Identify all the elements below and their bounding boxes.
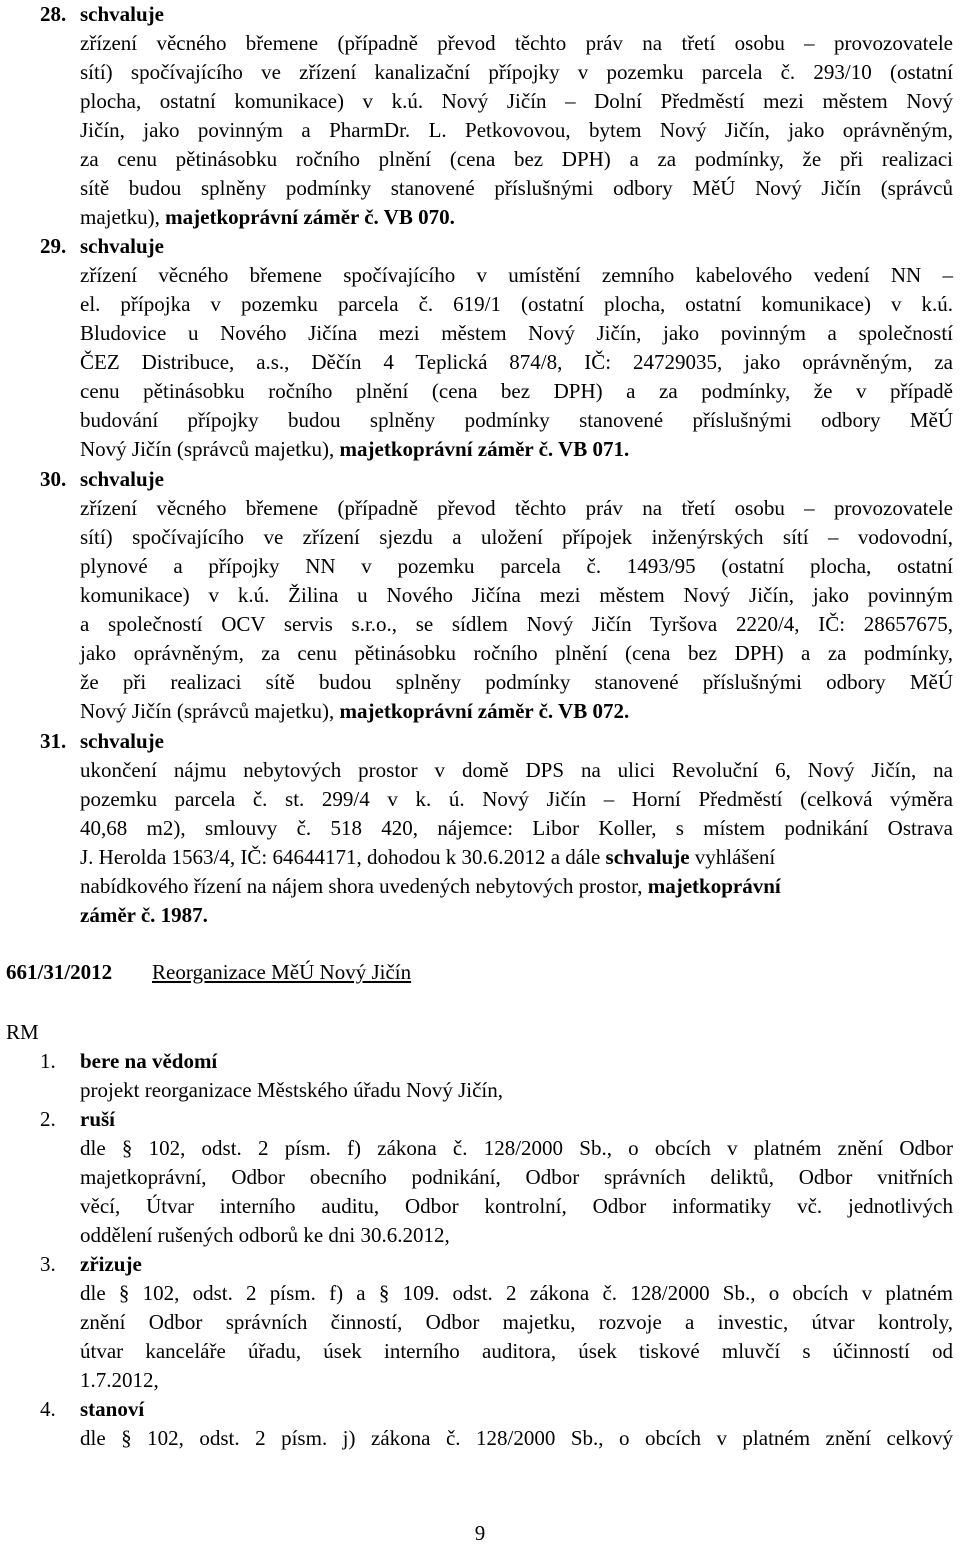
subitem-body bbox=[80, 1076, 953, 1105]
item-heading: schvaluje bbox=[80, 729, 164, 753]
text-line: Bludovice u Nového Jičína mezi městem Nový Jičín, jako povinným a společností bbox=[80, 321, 953, 345]
item-body bbox=[80, 29, 953, 232]
text-line: že při realizaci sítě budou splněny podmínky stanovené příslušnými odbory MěÚ bbox=[80, 670, 953, 694]
text-line: Nový Jičín (správců majetku), bbox=[80, 437, 335, 461]
text-line: Nový Jičín (správců majetku), bbox=[80, 699, 335, 723]
text-line bbox=[80, 872, 953, 901]
text-line: zřízení věcného břemene spočívajícího v umístění zemního kabelového vedení NN – bbox=[80, 263, 953, 287]
body-label: RM bbox=[6, 1020, 39, 1044]
text-line: 40,68 m2), smlouvy č. 518 420, nájemce: Libor Koller, s místem podnikání Ostrava bbox=[80, 816, 953, 840]
text-line: komunikace) v k.ú. Žilina u Nového Jičína mezi městem Nový Jičín, jako povinným bbox=[80, 583, 953, 607]
bold-tail: majetkoprávní záměr č. VB 072. bbox=[339, 699, 630, 723]
item-heading: schvaluje bbox=[80, 234, 164, 258]
item-heading: schvaluje bbox=[80, 2, 164, 26]
bold-tail: majetkoprávní záměr č. VB 070. bbox=[165, 205, 455, 229]
text-line bbox=[80, 843, 953, 872]
text-fragment: nabídkového řízení na nájem shora uvedených nebytových prostor, bbox=[80, 874, 643, 898]
text-line: jako oprávněným, za cenu pětinásobku ročního plnění (cena bez DPH) a za podmínky, bbox=[80, 641, 953, 665]
item-number: 31. bbox=[40, 729, 67, 753]
item-heading: schvaluje bbox=[80, 467, 164, 491]
text-line: znění Odbor správních činností, Odbor majetku, rozvoje a investic, útvar kontroly, bbox=[80, 1310, 953, 1334]
text-line: sítě budou splněny podmínky stanovené příslušnými odbory MěÚ Nový Jičín (správců bbox=[80, 176, 953, 200]
text-line: dle § 102, odst. 2 písm. f) zákona č. 128/2000 Sb., o obcích v platném znění Odbor bbox=[80, 1136, 953, 1160]
bold-tail: majetkoprávní záměr č. VB 071. bbox=[339, 437, 630, 461]
item-number: 28. bbox=[40, 2, 67, 26]
text-line: Jičín, jako povinným a PharmDr. L. Petkovovou, bytem Nový Jičín, jako oprávněným, bbox=[80, 118, 953, 142]
text-line: ČEZ Distribuce, a.s., Děčín 4 Teplická 874/8, IČ: 24729035, jako oprávněným, za bbox=[80, 350, 953, 374]
bold-fragment: majetkoprávní bbox=[647, 874, 781, 898]
subitem-heading: zřizuje bbox=[80, 1252, 142, 1276]
text-line: projekt reorganizace Městského úřadu Nový Jičín, bbox=[80, 1078, 503, 1102]
subitem-heading: ruší bbox=[80, 1107, 116, 1131]
subitem-heading: bere na vědomí bbox=[80, 1049, 218, 1073]
text-line: plocha, ostatní komunikace) v k.ú. Nový Jičín – Dolní Předměstí mezi městem Nový bbox=[80, 89, 953, 113]
item-body bbox=[80, 756, 953, 930]
item-body bbox=[80, 261, 953, 464]
subitem-number: 1. bbox=[40, 1049, 56, 1073]
text-line: majetku), bbox=[80, 205, 160, 229]
text-line: cenu pětinásobku ročního plnění (cena bez DPH) a za podmínky, že v případě bbox=[80, 379, 953, 403]
text-line: pozemku parcela č. st. 299/4 v k. ú. Nový Jičín – Horní Předměstí (celková výměra bbox=[80, 787, 953, 811]
text-line: 1.7.2012, bbox=[80, 1368, 159, 1392]
text-line: dle § 102, odst. 2 písm. j) zákona č. 128/2000 Sb., o obcích v platném znění celkový bbox=[80, 1426, 953, 1450]
text-line: zřízení věcného břemene (případně převod těchto práv na třetí osobu – provozovatele bbox=[80, 496, 953, 520]
text-line: majetkoprávní, Odbor obecního podnikání, Odbor správních deliktů, Odbor vnitřních bbox=[80, 1165, 953, 1189]
resolution-title: Reorganizace MěÚ Nový Jičín bbox=[152, 960, 412, 984]
subitem-number: 4. bbox=[40, 1397, 56, 1421]
text-line: plynové a přípojky NN v pozemku parcela č. 1493/95 (ostatní plocha, ostatní bbox=[80, 554, 953, 578]
text-fragment: vyhlášení bbox=[694, 845, 776, 869]
text-line: dle § 102, odst. 2 písm. f) a § 109. odst. 2 zákona č. 128/2000 Sb., o obcích v platném bbox=[80, 1281, 953, 1305]
resolution-number: 661/31/2012 bbox=[6, 960, 113, 984]
text-line: el. přípojka v pozemku parcela č. 619/1 (ostatní plocha, ostatní komunikace) v k.ú. bbox=[80, 292, 953, 316]
subitem-heading: stanoví bbox=[80, 1397, 145, 1421]
subitem-number: 2. bbox=[40, 1107, 56, 1131]
subitem-body bbox=[80, 1279, 953, 1395]
text-line: zřízení věcného břemene (případně převod těchto práv na třetí osobu – provozovatele bbox=[80, 31, 953, 55]
text-fragment: J. Herolda 1563/4, IČ: 64644171, dohodou k 30.6.2012 a dále bbox=[80, 845, 601, 869]
text-line: oddělení rušených odborů ke dni 30.6.2012, bbox=[80, 1223, 450, 1247]
item-body bbox=[80, 494, 953, 726]
item-number: 29. bbox=[40, 234, 67, 258]
text-line: sítí) spočívajícího ve zřízení sjezdu a uložení přípojek inženýrských sítí – vodovodní, bbox=[80, 525, 953, 549]
item-number: 30. bbox=[40, 467, 67, 491]
text-line: ukončení nájmu nebytových prostor v domě DPS na ulici Revoluční 6, Nový Jičín, na bbox=[80, 758, 953, 782]
page-number: 9 bbox=[474, 1521, 486, 1545]
text-line: budování přípojky budou splněny podmínky stanovené příslušnými odbory MěÚ bbox=[80, 408, 953, 432]
subitem-body bbox=[80, 1424, 953, 1453]
text-line: útvar kanceláře úřadu, úsek interního auditora, úsek tiskové mluvčí s účinností od bbox=[80, 1339, 953, 1363]
text-line: věcí, Útvar interního auditu, Odbor kontrolní, Odbor informatiky vč. jednotlivých bbox=[80, 1194, 953, 1218]
bold-tail: záměr č. 1987. bbox=[80, 903, 208, 927]
subitem-number: 3. bbox=[40, 1252, 56, 1276]
bold-fragment: schvaluje bbox=[605, 845, 690, 869]
subitem-body bbox=[80, 1134, 953, 1250]
text-line: a společností OCV servis s.r.o., se sídlem Nový Jičín Tyršova 2220/4, IČ: 28657675, bbox=[80, 612, 953, 636]
text-line: sítí) spočívajícího ve zřízení kanalizační přípojky v pozemku parcela č. 293/10 (ostatní bbox=[80, 60, 953, 84]
text-line: za cenu pětinásobku ročního plnění (cena bez DPH) a za podmínky, že při realizaci bbox=[80, 147, 953, 171]
